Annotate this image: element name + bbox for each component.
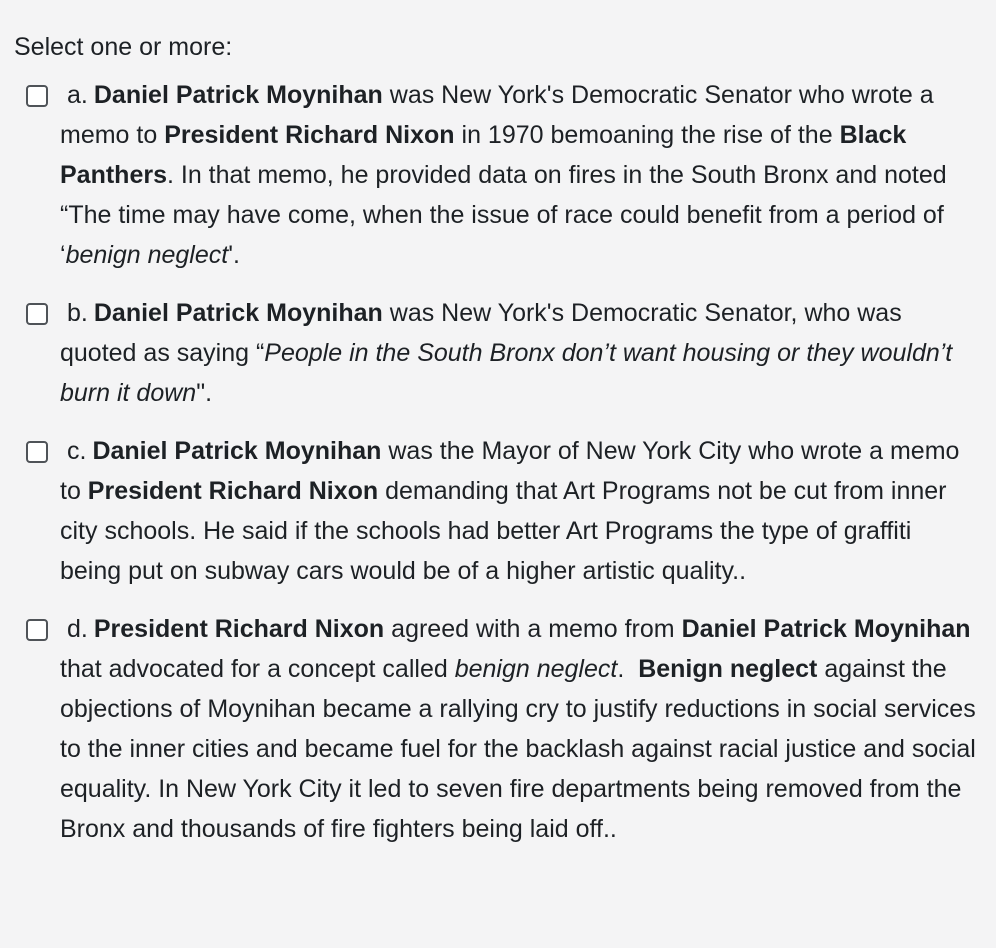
option-letter-b: b. [67,299,88,327]
answer-option-c[interactable] [14,431,982,591]
answer-list [14,75,982,849]
plain-text: that advocated for a concept called [60,655,455,683]
option-letter-c: c. [67,437,87,465]
checkbox-d[interactable] [26,619,48,641]
question-prompt: Select one or more: [14,33,233,61]
plain-text: ". [196,379,213,407]
answer-option-b[interactable] [14,293,982,413]
bold-text: Daniel Patrick Moynihan [93,81,383,109]
plain-text: against the objections of Moynihan became a rallying cry to justify reductions in social services to the inner cities and became fuel for the backlash against racial justice and social equality. In New York City it led to seven fire departments being removed from the Bronx and thousands of fire fighters being laid off.. [60,655,976,843]
answer-text-b[interactable] [60,293,978,413]
bold-text: Daniel Patrick Moynihan [92,437,382,465]
bold-text: President Richard Nixon [93,615,385,643]
bold-text: Daniel Patrick Moynihan [93,299,383,327]
bold-text: President Richard Nixon [87,477,379,505]
checkbox-b[interactable] [26,303,48,325]
bold-text: President Richard Nixon [164,121,455,149]
bold-text: Benign neglect [638,655,818,683]
answer-text-c[interactable] [60,431,978,591]
plain-text: '. [228,241,240,269]
checkbox-c[interactable] [26,441,48,463]
answer-option-d[interactable] [14,609,982,849]
answer-text-d[interactable] [60,609,978,849]
plain-text: was New York's Democratic Senator who wrote a memo to [60,81,934,149]
option-letter-a: a. [67,81,88,109]
plain-text: . In that memo, he provided data on fires in the South Bronx and noted “The time may have come, when the issue of race could benefit from a period of ‘ [60,161,947,269]
option-letter-d: d. [67,615,88,643]
plain-text: in 1970 bemoaning the rise of the [454,121,840,149]
italic-text: benign neglect [454,655,618,683]
plain-text: was the Mayor of New York City who wrote a memo to [60,437,960,505]
plain-text: agreed with a memo from [384,615,682,643]
plain-text: demanding that Art Programs not be cut from inner city schools. He said if the schools had better Art Programs the type of graffiti being put on subway cars would be of a higher artistic quality.. [60,477,947,585]
checkbox-a[interactable] [26,85,48,107]
answer-text-a[interactable] [60,75,978,275]
italic-text: People in the South Bronx don’t want housing or they wouldn’t burn it down [60,339,953,407]
bold-text: Daniel Patrick Moynihan [681,615,971,643]
answer-option-a[interactable] [14,75,982,275]
italic-text: benign neglect [65,241,229,269]
plain-text: was New York's Democratic Senator, who was quoted as saying “ [60,299,902,367]
bold-text: Black Panthers [60,121,907,189]
plain-text: . [617,655,639,683]
